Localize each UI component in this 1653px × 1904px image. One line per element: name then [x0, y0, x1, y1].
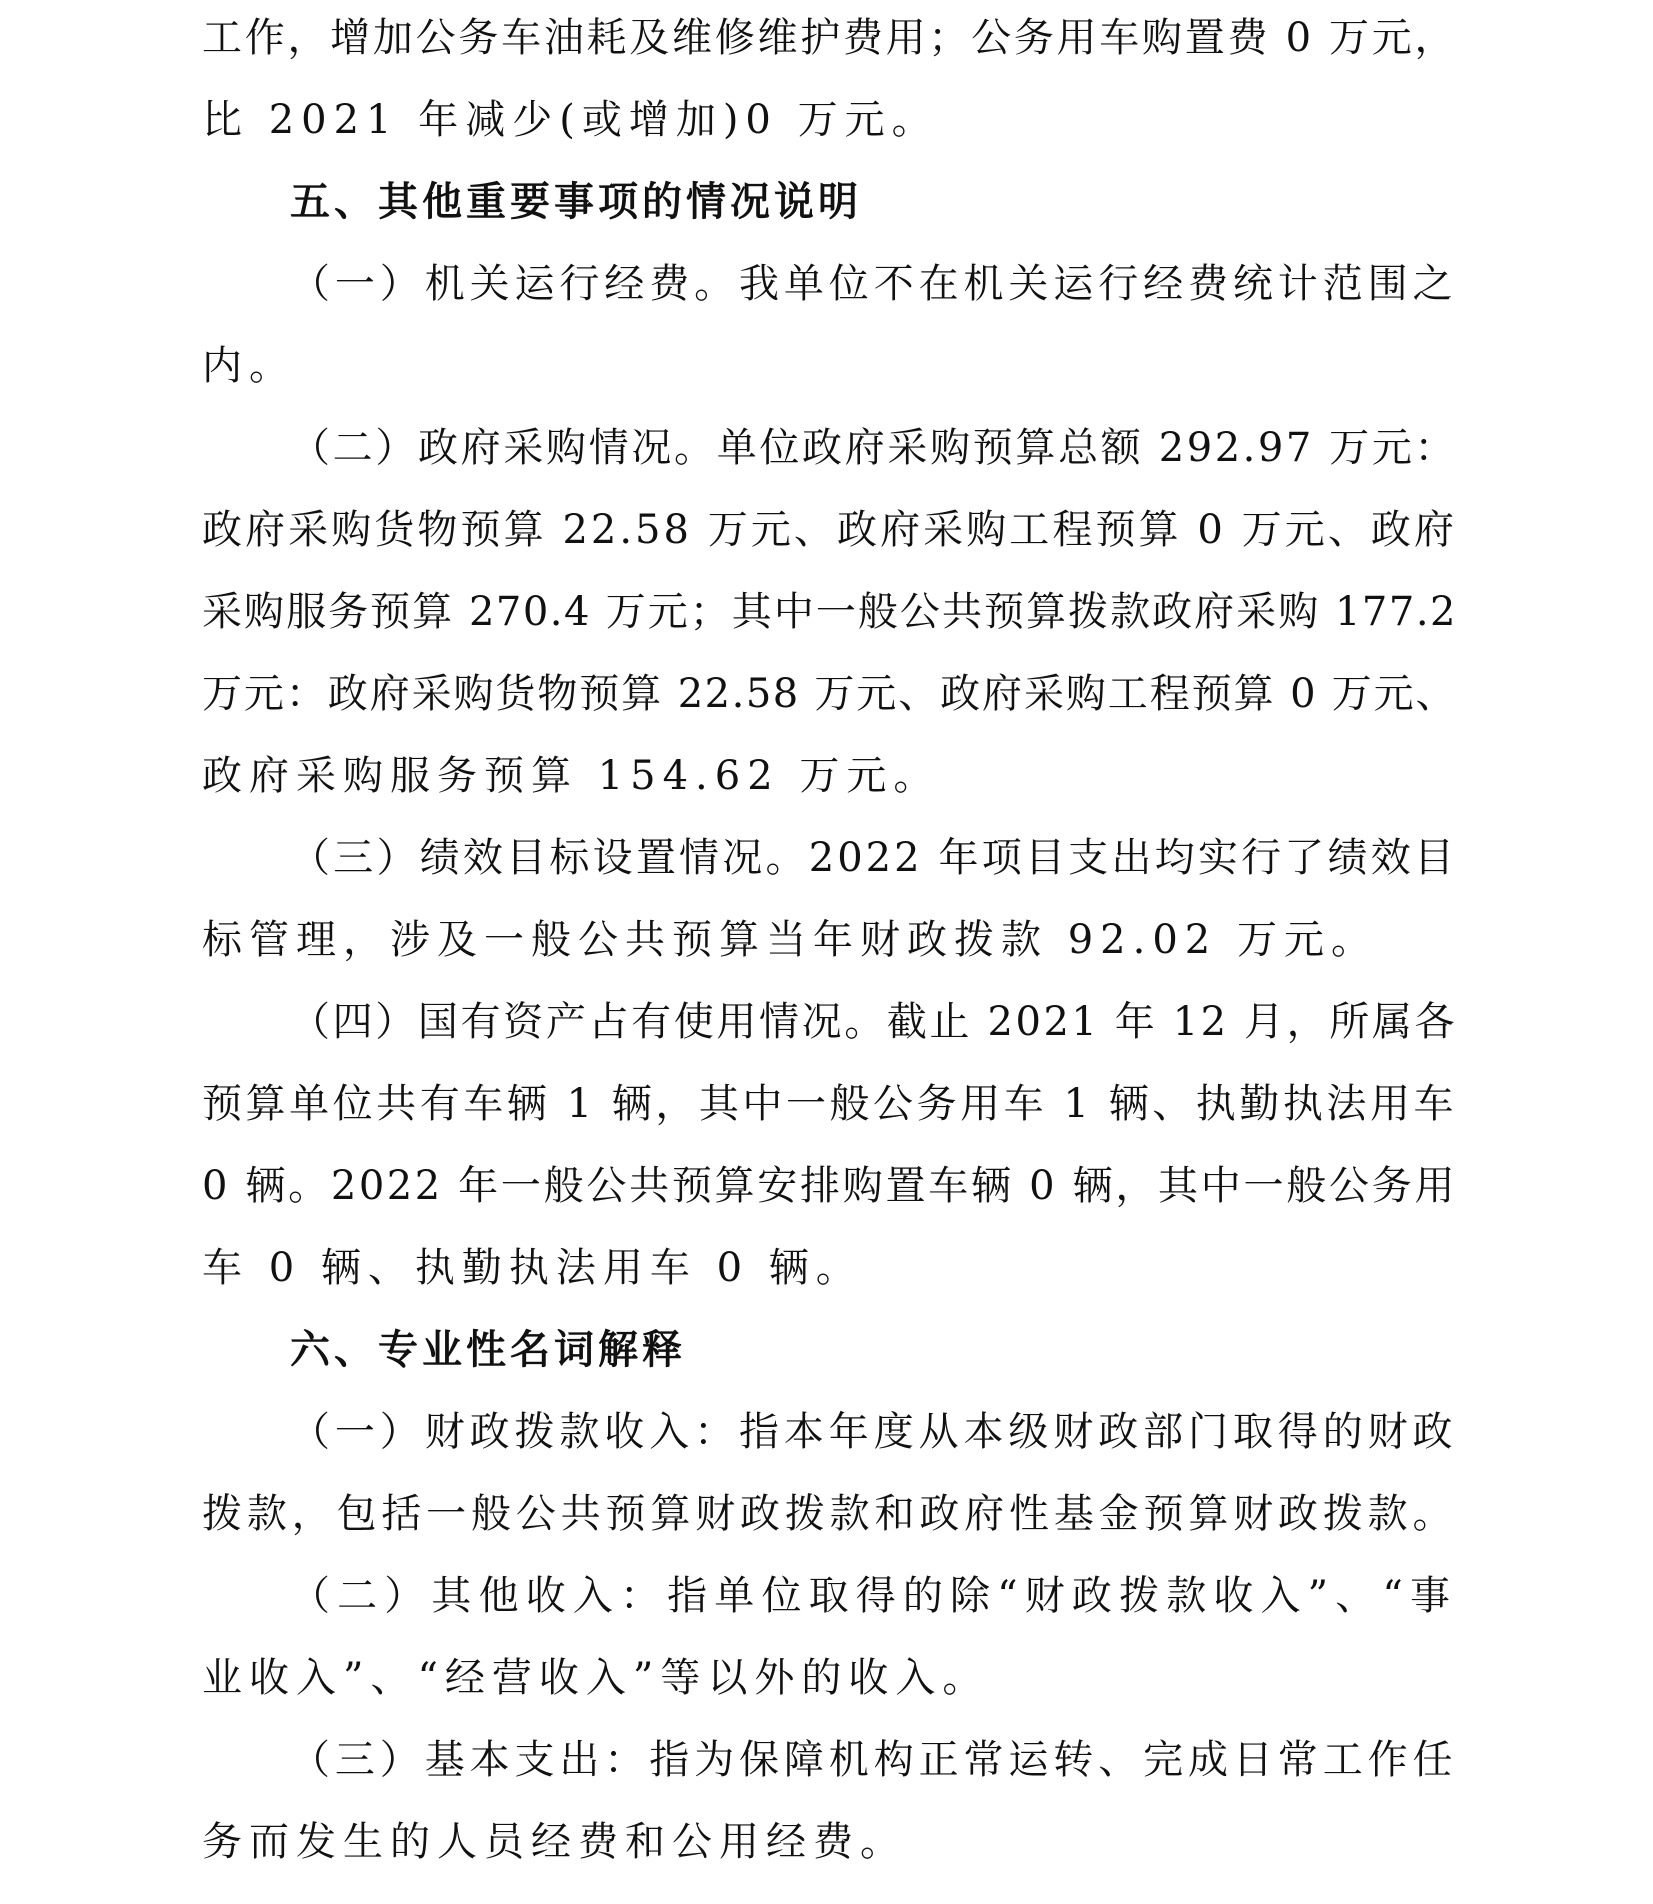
text-line: （三）基本支出：指为保障机构正常运转、完成日常工作任: [290, 1737, 1457, 1783]
text-line: 工作，增加公务车油耗及维修维护费用；公务用车购置费 0 万元，: [202, 15, 1457, 61]
text-line: 车 0 辆、执勤执法用车 0 辆。: [202, 1245, 863, 1291]
text-line: （三）绩效目标设置情况。2022 年项目支出均实行了绩效目: [290, 835, 1457, 881]
text-line: 内。: [202, 343, 296, 389]
text-line: 政府采购服务预算 154.62 万元。: [202, 753, 941, 799]
section-heading: 六、专业性名词解释: [290, 1327, 686, 1373]
text-line: 采购服务预算 270.4 万元；其中一般公共预算拨款政府采购 177.2: [202, 589, 1457, 635]
text-line: 政府采购货物预算 22.58 万元、政府采购工程预算 0 万元、政府: [202, 507, 1457, 553]
text-line: 标管理，涉及一般公共预算当年财政拨款 92.02 万元。: [202, 917, 1378, 963]
section-heading: 五、其他重要事项的情况说明: [290, 179, 862, 225]
text-line: 业收入”、“经营收入”等以外的收入。: [202, 1655, 990, 1701]
text-line: （二）其他收入：指单位取得的除“财政拨款收入”、“事: [290, 1573, 1457, 1619]
text-line: 万元：政府采购货物预算 22.58 万元、政府采购工程预算 0 万元、: [202, 671, 1457, 717]
text-line: 拨款，包括一般公共预算财政拨款和政府性基金预算财政拨款。: [202, 1491, 1457, 1537]
text-line: 比 2021 年减少(或增加)0 万元。: [202, 97, 939, 143]
text-line: 预算单位共有车辆 1 辆，其中一般公务用车 1 辆、执勤执法用车: [202, 1081, 1457, 1127]
text-line: （二）政府采购情况。单位政府采购预算总额 292.97 万元：: [290, 425, 1457, 471]
text-line: 务而发生的人员经费和公用经费。: [202, 1819, 907, 1865]
text-line: （一）财政拨款收入：指本年度从本级财政部门取得的财政: [290, 1409, 1457, 1455]
text-line: （四）国有资产占有使用情况。截止 2021 年 12 月，所属各: [290, 999, 1457, 1045]
text-line: （一）机关运行经费。我单位不在机关运行经费统计范围之: [290, 261, 1457, 307]
text-line: 0 辆。2022 年一般公共预算安排购置车辆 0 辆，其中一般公务用: [202, 1163, 1457, 1209]
